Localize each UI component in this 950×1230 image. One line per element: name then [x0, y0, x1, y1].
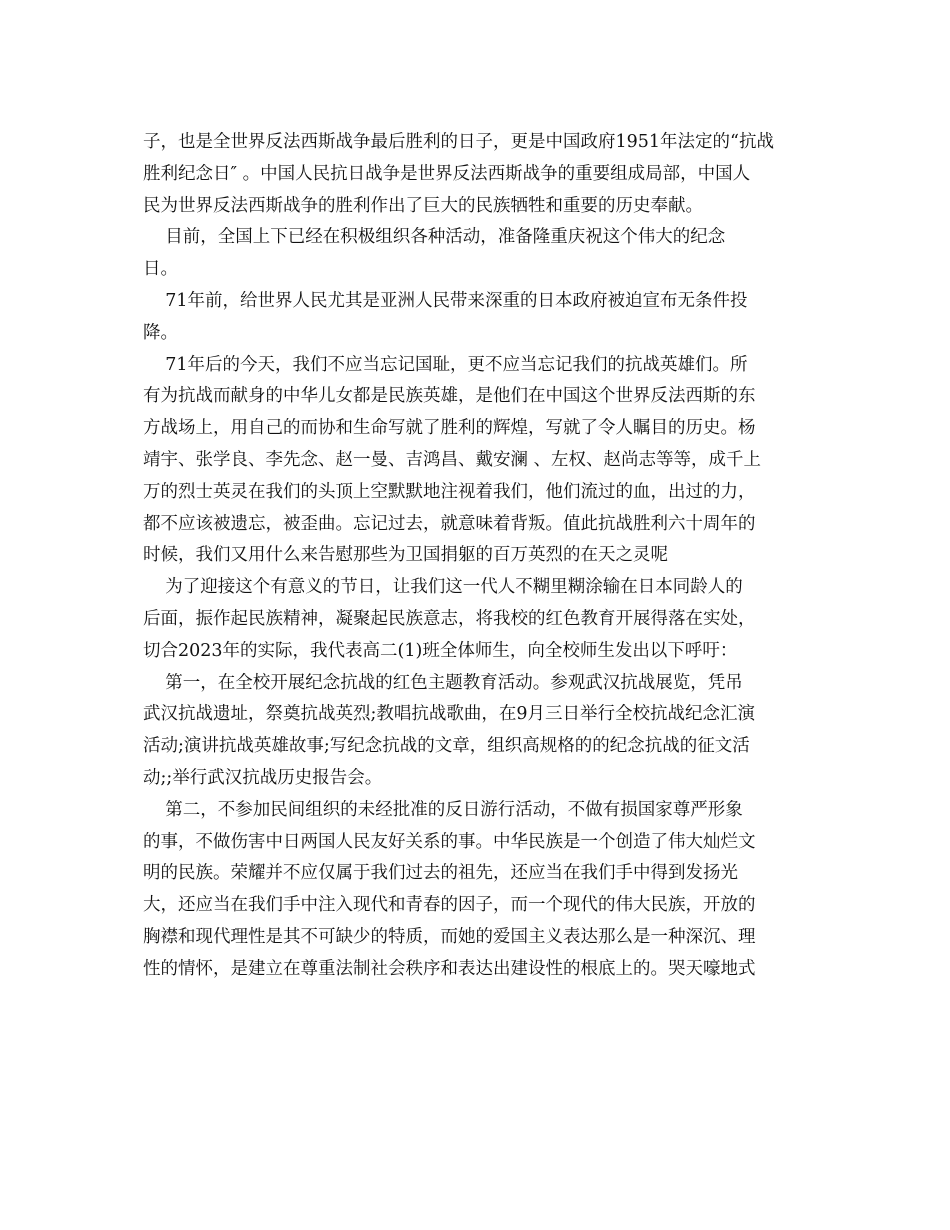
text-line: 后面，振作起民族精神，凝聚起民族意志，将我校的红色教育开展得落在实处，: [143, 608, 756, 629]
text-line: 时候，我们又用什么来告慰那些为卫国捐躯的百万英烈的在天之灵呢: [143, 545, 668, 566]
text-line: 性的情怀，是建立在尊重法制社会秩序和表达出建设性的根底上的。哭天嚎地式: [143, 958, 756, 979]
text-line: 武汉抗战遗址，祭奠抗战英烈;教唱抗战歌曲，在9月三日举行全校抗战纪念汇演: [143, 704, 756, 725]
text-line: 万的烈士英灵在我们的头顶上空默默地注视着我们，他们流过的血，出过的力，: [143, 481, 756, 502]
text-line: 71年前，给世界人民尤其是亚洲人民带来深重的日本政府被迫宣布无条件投: [143, 290, 748, 311]
text-line: 切合2023年的实际，我代表高二(1)班全体师生，向全校师生发出以下呼吁：: [143, 640, 738, 661]
text-line: 胸襟和现代理性是其不可缺少的特质，而她的爱国主义表达那么是一种深沉、理: [143, 926, 756, 947]
text-line: 方战场上，用自己的而协和生命写就了胜利的辉煌，写就了令人瞩目的历史。杨: [143, 418, 756, 439]
text-line: 第二，不参加民间组织的未经批准的反日游行活动，不做有损国家尊严形象: [143, 799, 743, 820]
text-line: 胜利纪念日″ 。中国人民抗日战争是世界反法西斯战争的重要组成局部，中国人: [143, 163, 751, 184]
text-line: 目前，全国上下已经在积极组织各种活动，准备隆重庆祝这个伟大的纪念: [143, 227, 726, 248]
text-line: 民为世界反法西斯战争的胜利作出了巨大的民族牺牲和重要的历史奉献。: [143, 195, 703, 216]
text-line: 活动;演讲抗战英雄故事;写纪念抗战的文章，组织高规格的的纪念抗战的征文活: [143, 736, 750, 757]
text-line: 第一，在全校开展纪念抗战的红色主题教育活动。参观武汉抗战展览，凭吊: [143, 672, 743, 693]
text-line: 子，也是全世界反法西斯战争最后胜利的日子，更是中国政府1951年法定的“抗战: [143, 132, 774, 152]
text-line: 大，还应当在我们手中注入现代和青春的因子，而一个现代的伟大民族，开放的: [143, 895, 756, 916]
text-line: 靖宇、张学良、李先念、赵一曼、吉鸿昌、戴安澜 、左权、赵尚志等等，成千上: [143, 449, 762, 470]
text-line: 有为抗战而献身的中华儿女都是民族英雄，是他们在中国这个世界反法西斯的东: [143, 386, 756, 407]
text-line: 日。: [143, 259, 178, 280]
body-text: [143, 127, 813, 986]
text-line: 都不应该被遗忘，被歪曲。忘记过去，就意味着背叛。值此抗战胜利六十周年的: [143, 513, 756, 534]
text-line: 动;;举行武汉抗战历史报告会。: [143, 767, 383, 788]
text-line: 降。: [143, 322, 178, 343]
text-line: 明的民族。荣耀并不应仅属于我们过去的祖先，还应当在我们手中得到发扬光: [143, 863, 738, 884]
text-line: 71年后的今天，我们不应当忘记国耻，更不应当忘记我们的抗战英雄们。所: [143, 354, 748, 375]
text-line: 的事，不做伤害中日两国人民友好关系的事。中华民族是一个创造了伟大灿烂文: [143, 831, 756, 852]
text-line: 为了迎接这个有意义的节日，让我们这一代人不糊里糊涂输在日本同龄人的: [143, 577, 743, 598]
